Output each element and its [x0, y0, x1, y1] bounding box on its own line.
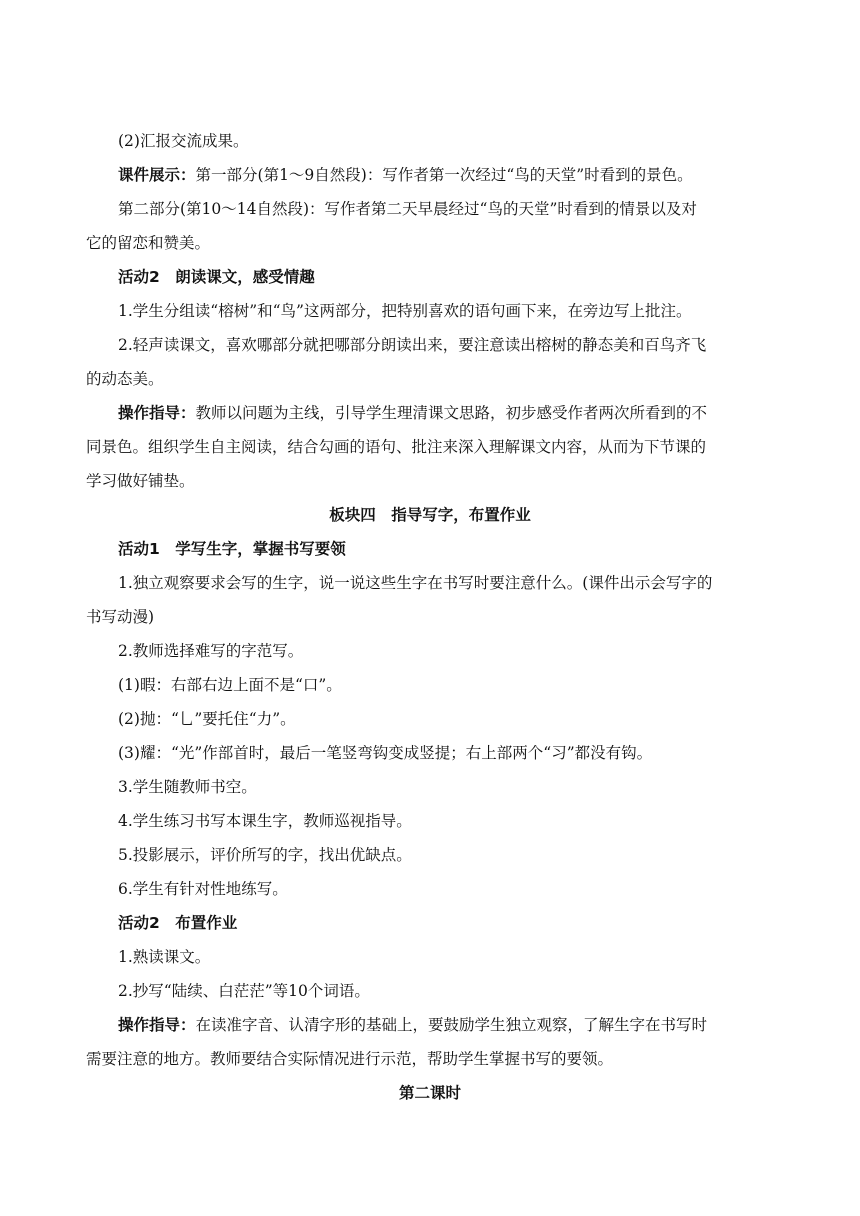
- courseware-label: 课件展示：: [118, 166, 196, 184]
- text-line: 2.抄写“陆续、白茫茫”等10个词语。: [118, 982, 370, 1000]
- text-line: 学习做好铺垫。: [86, 472, 195, 490]
- text-line: 它的留恋和赞美。: [86, 234, 211, 252]
- text-line: 需要注意的地方。教师要结合实际情况进行示范，帮助学生掌握书写的要领。: [86, 1050, 614, 1068]
- text-line: 1.独立观察要求会写的生字，说一说这些生字在书写时要注意什么。(课件出示会写字的: [118, 574, 713, 592]
- text-line: 1.学生分组读“榕树”和“鸟”这两部分，把特别喜欢的语句画下来，在旁边写上批注。: [118, 302, 692, 320]
- guidance-paragraph: [118, 402, 778, 424]
- lesson-heading: 第二课时: [398, 1084, 461, 1102]
- text-line: (3)耀：“光”作部首时，最后一笔竖弯钩变成竖提；右上部两个“习”都没有钩。: [118, 744, 653, 762]
- section-heading: 板块四 指导写字，布置作业: [329, 506, 531, 524]
- text-line: 教师以问题为主线，引导学生理清课文思路，初步感受作者两次所看到的不: [195, 404, 708, 422]
- text-line: 5.投影展示，评价所写的字，找出优缺点。: [118, 846, 412, 864]
- guidance-label: 操作指导：: [118, 404, 196, 422]
- guidance-paragraph: [118, 1014, 778, 1036]
- text-line: 同景色。组织学生自主阅读，结合勾画的语句、批注来深入理解课文内容，从而为下节课的: [86, 438, 707, 456]
- activity-heading: 活动2 朗读课文，感受情趣: [118, 268, 315, 286]
- text-line: 4.学生练习书写本课生字，教师巡视指导。: [118, 812, 412, 830]
- text-line: 1.熟读课文。: [118, 948, 211, 966]
- text-line: 2.轻声读课文，喜欢哪部分就把哪部分朗读出来，要注意读出榕树的静态美和百鸟齐飞: [118, 336, 707, 354]
- courseware-paragraph: [118, 164, 778, 186]
- text-line: (2)汇报交流成果。: [118, 132, 249, 150]
- text-line: 6.学生有针对性地练写。: [118, 880, 288, 898]
- text-line: 的动态美。: [86, 370, 164, 388]
- text-line: 第一部分(第1～9自然段)：写作者第一次经过“鸟的天堂”时看到的景色。: [195, 166, 693, 184]
- text-line: (2)抛：“乚”要托住“力”。: [118, 710, 296, 728]
- text-line: 3.学生随教师书空。: [118, 778, 257, 796]
- text-line: 在读准字音、认清字形的基础上，要鼓励学生独立观察，了解生字在书写时: [195, 1016, 708, 1034]
- text-line: 书写动漫): [86, 608, 155, 626]
- text-line: (1)暇：右部右边上面不是“口”。: [118, 676, 342, 694]
- text-line: 第二部分(第10～14自然段)：写作者第二天早晨经过“鸟的天堂”时看到的情景以及对: [118, 200, 697, 218]
- activity-heading: 活动1 学写生字，掌握书写要领: [118, 540, 346, 558]
- guidance-label: 操作指导：: [118, 1016, 196, 1034]
- activity-heading: 活动2 布置作业: [118, 914, 238, 932]
- text-line: 2.教师选择难写的字范写。: [118, 642, 304, 660]
